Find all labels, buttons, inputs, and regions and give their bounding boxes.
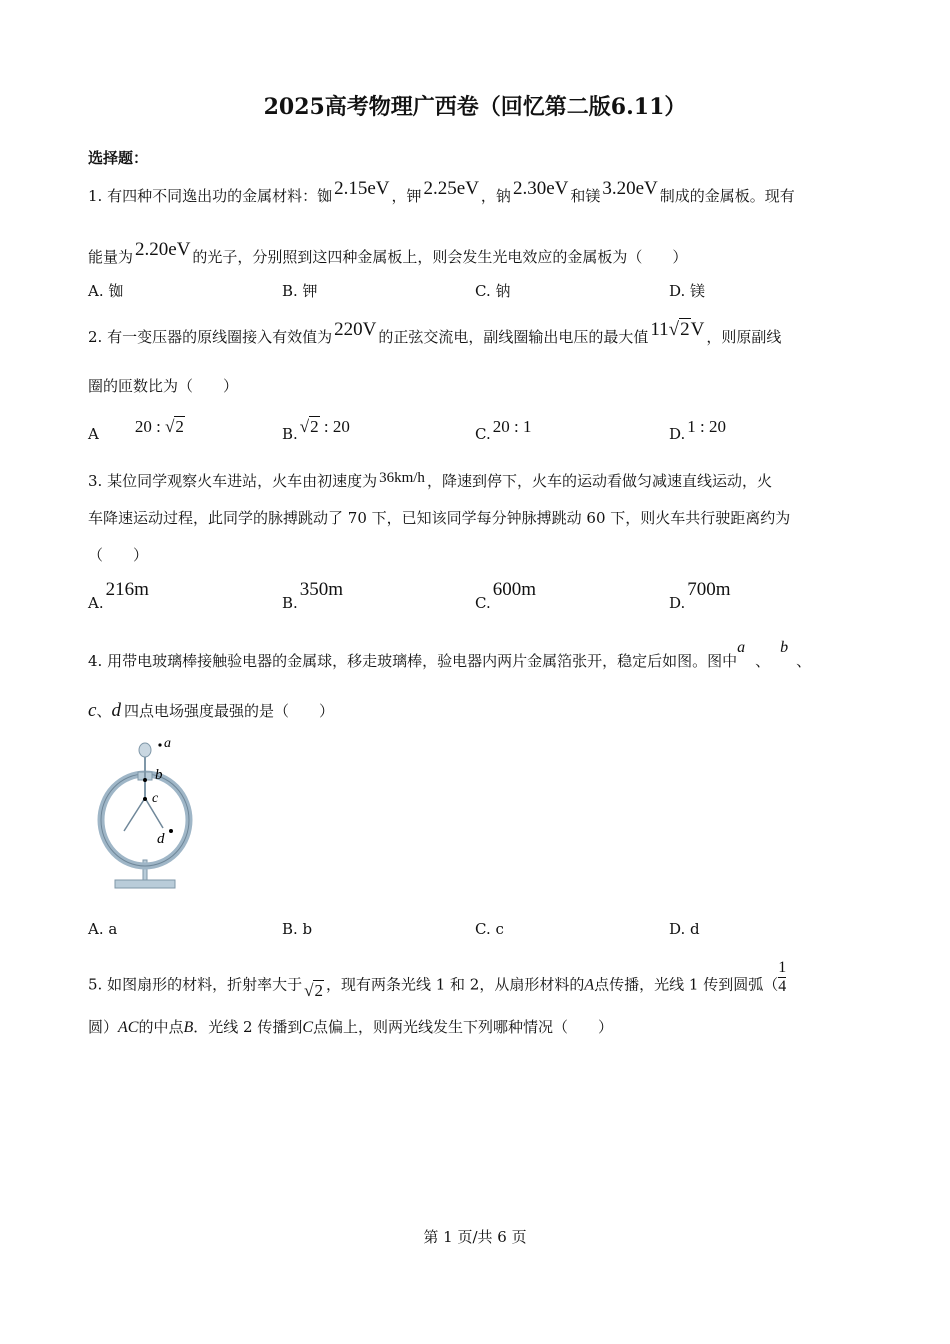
text: 1. 有四种不同逸出功的金属材料：铷: [88, 187, 333, 205]
q4-option-d[interactable]: D. d: [669, 920, 700, 938]
text: ，则原副线: [706, 328, 782, 346]
label-d: d: [157, 831, 165, 847]
question-3-line-1: [88, 471, 772, 492]
math: 20 : √2: [134, 417, 184, 436]
label-c: c: [152, 791, 159, 806]
math: 2.30eV: [512, 178, 569, 199]
math: 2: [314, 980, 323, 1000]
math: 216m: [105, 579, 149, 600]
metal-ball: [139, 743, 151, 757]
math: 1 : 20: [687, 417, 726, 436]
question-5-line-2: [88, 1017, 613, 1038]
electroscope-figure: [95, 735, 205, 895]
math: B: [183, 1019, 194, 1036]
fraction: [778, 959, 786, 996]
math: 11: [650, 319, 669, 340]
label: C.: [475, 594, 491, 612]
q3-option-b[interactable]: [282, 579, 345, 614]
question-3-line-2: 车降速运动过程，此同学的脉搏跳动了 70 下，已知该同学每分钟脉搏跳动 60 下，则火车共行驶距离约为: [88, 509, 791, 527]
math: d: [111, 700, 121, 721]
text: 、: [755, 652, 771, 670]
text: 的光子，分别照到这四种金属板上，则会发生光电效应的金属板为（ ）: [192, 248, 688, 266]
q1-option-d[interactable]: D. 镁: [669, 282, 706, 300]
math: AC: [118, 1019, 139, 1036]
math: a: [737, 639, 746, 656]
math: c: [88, 700, 97, 721]
q1-option-a[interactable]: A. 铷: [88, 282, 124, 300]
text: 5. 如图扇形的材料，折射率大于: [88, 975, 303, 994]
text: 圆）: [88, 1018, 119, 1036]
math: 11√2V: [650, 319, 705, 340]
point-c: [143, 797, 147, 801]
question-4-line-1: [88, 639, 812, 672]
question-2-line-1: [88, 319, 782, 347]
point-b: [143, 778, 147, 782]
question-4-line-2: [88, 701, 334, 721]
math: √2 : 20: [299, 417, 350, 436]
q1-option-b[interactable]: B. 钾: [282, 282, 318, 300]
math: 2.20eV: [135, 239, 191, 260]
text: ，钠: [480, 187, 511, 205]
math: b: [780, 639, 789, 656]
q2-option-a[interactable]: [88, 417, 187, 444]
text: 的正弦交流电，副线圈输出电压的最大值: [378, 328, 649, 346]
section-heading: 选择题：: [88, 149, 149, 167]
math: 2: [175, 417, 184, 436]
math: 2.25eV: [423, 178, 479, 199]
foil-left: [124, 798, 145, 831]
q4-option-a[interactable]: A. a: [88, 920, 118, 938]
q3-option-c[interactable]: [475, 579, 538, 614]
math: C: [302, 1019, 314, 1036]
label: D.: [669, 594, 686, 612]
math: 700m: [687, 579, 731, 600]
label-a: a: [164, 736, 171, 751]
math: 3.20eV: [602, 178, 658, 199]
question-1-line-1: [88, 178, 795, 206]
point-d: [169, 829, 173, 833]
math: : 20: [319, 417, 350, 436]
q3-option-a[interactable]: [88, 579, 151, 614]
text: 4. 用带电玻璃棒接触验电器的金属球，移走玻璃棒，验电器内两片金属箔张开，稳定后如图。图中: [88, 652, 738, 670]
q3-option-d[interactable]: [669, 579, 733, 614]
q2-option-b[interactable]: [282, 417, 352, 444]
question-3-line-3: （ ）: [88, 546, 149, 564]
label: A.: [88, 594, 104, 612]
math: A: [584, 976, 595, 994]
text: 制成的金属板。现有: [659, 187, 795, 205]
q1-option-c[interactable]: C. 钠: [475, 282, 511, 300]
base: [115, 880, 175, 888]
math: 220V: [334, 319, 377, 340]
q2-option-c[interactable]: [475, 417, 533, 444]
question-5-line-1: [88, 959, 787, 1004]
math: 350m: [299, 579, 344, 600]
math: √2: [304, 980, 323, 1000]
math: 2: [680, 319, 690, 340]
math: 36km/h: [379, 470, 425, 486]
label-b: b: [155, 767, 163, 783]
label: B.: [282, 425, 298, 443]
point-a: [158, 743, 161, 746]
text: 的中点: [138, 1018, 184, 1036]
math: 20 : 1: [492, 417, 532, 436]
text: ，钾: [391, 187, 422, 205]
page-title: 2025高考物理广西卷（回忆第二版6.11）: [263, 94, 687, 120]
text: ．光线 2 传播到: [193, 1018, 303, 1036]
text: ，现有两条光线 1 和 2，从扇形材料的: [325, 975, 585, 994]
text: 3. 某位同学观察火车进站，火车由初速度为: [88, 472, 378, 490]
text: 点传播，光线 1 传到圆弧（: [594, 975, 779, 994]
text: 四点电场强度最强的是（ ）: [123, 702, 334, 720]
math: 20 :: [134, 417, 166, 436]
math: 600m: [492, 579, 536, 600]
question-1-line-2: [88, 239, 688, 267]
numerator: 1: [778, 959, 787, 976]
page-footer: 第 1 页/共 6 页: [423, 1228, 527, 1246]
denominator: 4: [778, 978, 787, 995]
text: 、: [96, 702, 112, 720]
label: B.: [282, 594, 298, 612]
text: 2. 有一变压器的原线圈接入有效值为: [88, 328, 333, 346]
q2-option-d[interactable]: [669, 417, 728, 444]
math: 2: [310, 417, 319, 436]
text: 能量为: [88, 248, 134, 266]
text: 、: [796, 652, 812, 670]
text: ，降速到停下，火车的运动看做匀减速直线运动，火: [426, 472, 772, 490]
question-2-line-2: 圈的匝数比为（ ）: [88, 377, 239, 395]
q4-option-c[interactable]: C. c: [475, 920, 504, 938]
label: A: [88, 425, 99, 443]
math: 2.15eV: [334, 178, 390, 199]
text: 和镁: [570, 187, 601, 205]
q4-option-b[interactable]: B. b: [282, 920, 313, 938]
label: D.: [669, 425, 686, 443]
math: V: [690, 319, 705, 340]
label: C.: [475, 425, 491, 443]
text: 点偏上，则两光线发生下列哪种情况（ ）: [313, 1018, 614, 1036]
